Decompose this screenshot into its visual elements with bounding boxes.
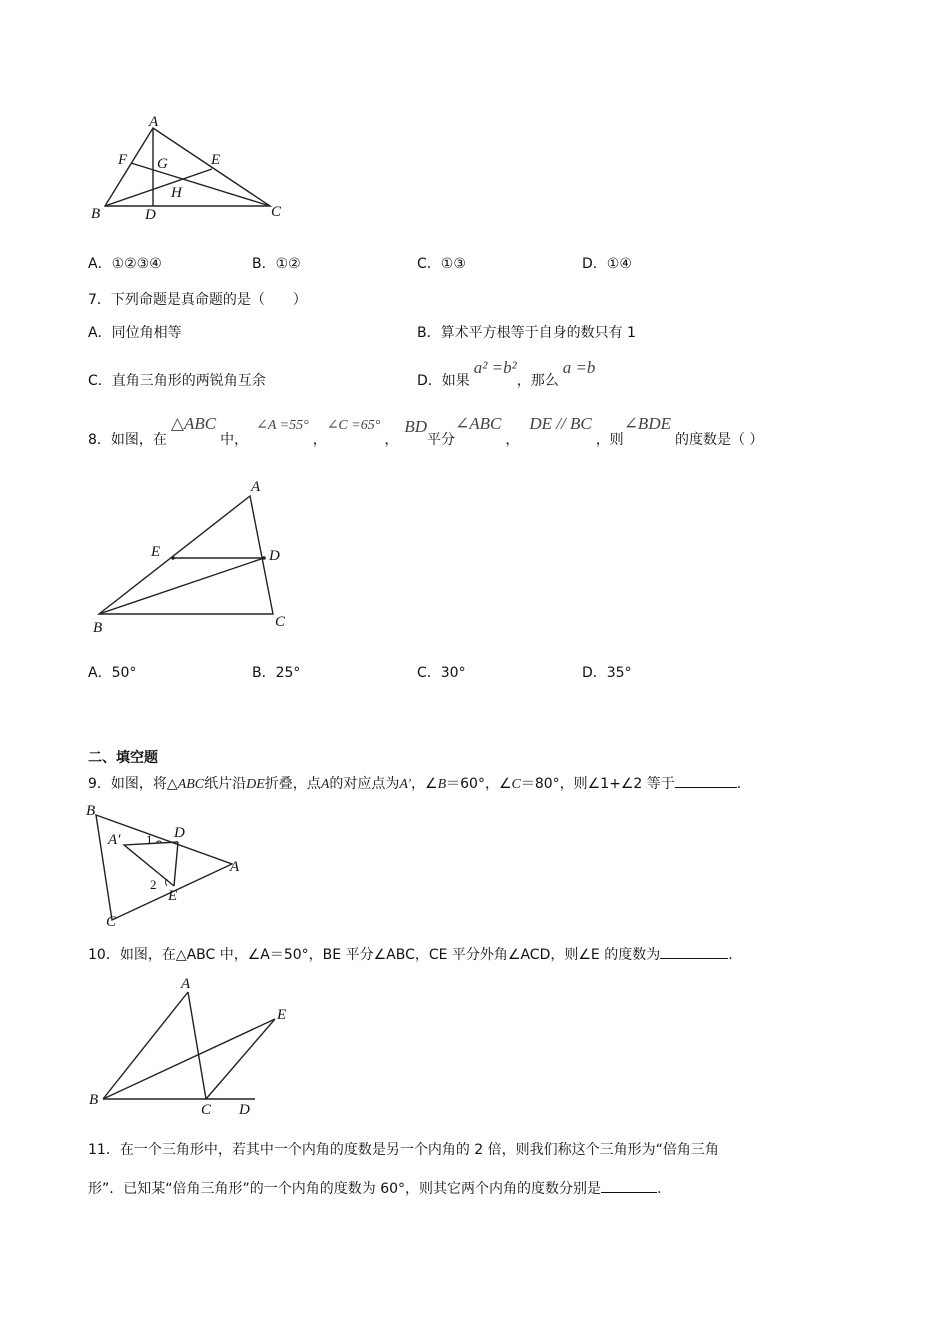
label-a-prime: A′ bbox=[108, 832, 121, 848]
label-a: A bbox=[149, 114, 159, 130]
q7-option-b: B．算术平方根等于自身的数只有 1 bbox=[417, 325, 636, 341]
triangle-abc bbox=[96, 815, 232, 920]
q10-text: 10．如图，在△ABC 中，∠A＝50°，BE 平分∠ABC，CE 平分外角∠ACD，则∠E 的度数为 bbox=[88, 947, 661, 963]
label-b: B bbox=[93, 620, 103, 634]
q9-p5: ，∠ bbox=[411, 776, 438, 792]
q9-p2: 纸片沿 bbox=[204, 776, 247, 792]
q8-comma-3: ， bbox=[505, 432, 520, 448]
segment-bd bbox=[99, 558, 264, 614]
q9-p3: 折叠，点 bbox=[264, 776, 321, 792]
label-h: H bbox=[171, 185, 182, 201]
q9-abc: ABC bbox=[177, 777, 205, 792]
q10-stem bbox=[88, 944, 733, 964]
label-d: D bbox=[145, 207, 156, 223]
label-c: C bbox=[106, 914, 117, 930]
q11-answer-blank[interactable] bbox=[601, 1180, 657, 1193]
q9-stem bbox=[88, 773, 741, 793]
q9-c: C bbox=[511, 777, 521, 792]
q10-period: . bbox=[728, 947, 733, 963]
q9-p1: 9．如图，将△ bbox=[88, 776, 178, 792]
q8-option-b: B．25° bbox=[252, 665, 301, 681]
segment-ce bbox=[206, 1019, 275, 1099]
q8-text-3: ，则 bbox=[595, 432, 624, 448]
q7-stem: 7．下列命题是真命题的是（ ） bbox=[88, 292, 307, 308]
q8-text-2: 平分 bbox=[426, 432, 455, 448]
q8-text-1: 中， bbox=[220, 432, 249, 448]
q8-comma-2: ， bbox=[384, 432, 399, 448]
q7-d-mid: ，那么 bbox=[516, 373, 559, 389]
label-d: D bbox=[174, 825, 185, 841]
q8-angle-c: ∠C =65° bbox=[326, 418, 381, 433]
q6-option-b: B．①② bbox=[252, 256, 301, 272]
q8-de-parallel-bc: DE // BC bbox=[529, 414, 592, 433]
q8-stem bbox=[88, 414, 763, 446]
fold-line-de bbox=[174, 842, 178, 886]
q8-bd: BD bbox=[404, 417, 427, 436]
q8-prefix: 8．如图，在 bbox=[88, 432, 167, 448]
label-d: D bbox=[239, 1102, 250, 1118]
figure-q8-triangle bbox=[85, 474, 300, 634]
q7-option-a: A．同位角相等 bbox=[88, 325, 182, 341]
label-angle-2: 2 bbox=[150, 877, 157, 892]
segment-be bbox=[105, 169, 212, 206]
label-c: C bbox=[275, 614, 286, 630]
label-b: B bbox=[89, 1092, 99, 1108]
q8-text-4: 的度数是（ ） bbox=[674, 432, 764, 448]
q9-aprime: A′ bbox=[399, 777, 411, 792]
q9-answer-blank[interactable] bbox=[675, 775, 737, 788]
label-angle-1: 1 bbox=[146, 832, 153, 847]
segment-ab bbox=[103, 992, 188, 1099]
point-e bbox=[171, 556, 175, 560]
q9-b: B bbox=[437, 777, 447, 792]
q11-line-2 bbox=[88, 1178, 661, 1198]
q7-option-d bbox=[417, 358, 595, 388]
q8-angle-a: ∠A =55° bbox=[256, 418, 309, 433]
q11-period: . bbox=[657, 1181, 662, 1197]
label-a: A bbox=[230, 859, 240, 875]
q7-d-conclusion: a =b bbox=[562, 358, 596, 377]
q7-d-prefix: D．如果 bbox=[417, 373, 470, 389]
q9-p4: 的对应点为 bbox=[329, 776, 400, 792]
q8-angle-abc: ∠ABC bbox=[454, 414, 502, 433]
figure-q10-triangle bbox=[85, 972, 300, 1122]
q8-comma-1: ， bbox=[312, 432, 327, 448]
label-e: E bbox=[211, 152, 221, 168]
figure-q9-fold bbox=[84, 800, 254, 930]
label-a: A bbox=[251, 479, 261, 495]
q6-option-c: C．①③ bbox=[417, 256, 466, 272]
label-f: F bbox=[118, 152, 128, 168]
q10-answer-blank[interactable] bbox=[660, 946, 728, 959]
label-e: E bbox=[277, 1007, 287, 1023]
q8-option-d: D．35° bbox=[582, 665, 632, 681]
label-c: C bbox=[201, 1102, 212, 1118]
q8-angle-bde: ∠BDE bbox=[623, 414, 671, 433]
label-b: B bbox=[86, 803, 96, 819]
q9-p6: ＝60°，∠ bbox=[446, 776, 512, 792]
q6-option-d: D．①④ bbox=[582, 256, 632, 272]
q9-de: DE bbox=[246, 777, 265, 792]
q6-option-a: A．①②③④ bbox=[88, 256, 162, 272]
q8-triangle: △ABC bbox=[170, 414, 217, 433]
segment-cf bbox=[131, 163, 270, 206]
q11-line-1: 11．在一个三角形中，若其中一个内角的度数是另一个内角的 2 倍，则我们称这个三角形为“倍角三角 bbox=[88, 1142, 719, 1158]
triangle-abc bbox=[99, 496, 273, 614]
label-b: B bbox=[91, 206, 101, 222]
section-title-fill-in: 二、填空题 bbox=[88, 750, 158, 766]
q8-option-a: A．50° bbox=[88, 665, 137, 681]
label-g: G bbox=[157, 156, 168, 172]
q7-d-condition: a² =b² bbox=[473, 358, 517, 377]
label-e: E bbox=[168, 888, 178, 904]
q8-option-c: C．30° bbox=[417, 665, 466, 681]
segment-ac bbox=[188, 992, 206, 1099]
segment-be bbox=[103, 1019, 275, 1099]
q7-option-c: C．直角三角形的两锐角互余 bbox=[88, 373, 266, 389]
label-c: C bbox=[271, 204, 282, 220]
q9-p7: ＝80°，则∠1+∠2 等于 bbox=[520, 776, 675, 792]
q9-period: . bbox=[736, 776, 742, 792]
q9-a: A bbox=[320, 777, 330, 792]
q11-line-2-text: 形”．已知某“倍角三角形”的一个内角的度数为 60°，则其它两个内角的度数分别是 bbox=[88, 1181, 602, 1197]
label-e: E bbox=[151, 544, 161, 560]
triangle-abc bbox=[105, 128, 270, 206]
point-d bbox=[262, 556, 266, 560]
figure-q6-triangle bbox=[85, 112, 295, 227]
label-d: D bbox=[269, 548, 280, 564]
label-a: A bbox=[181, 976, 191, 992]
